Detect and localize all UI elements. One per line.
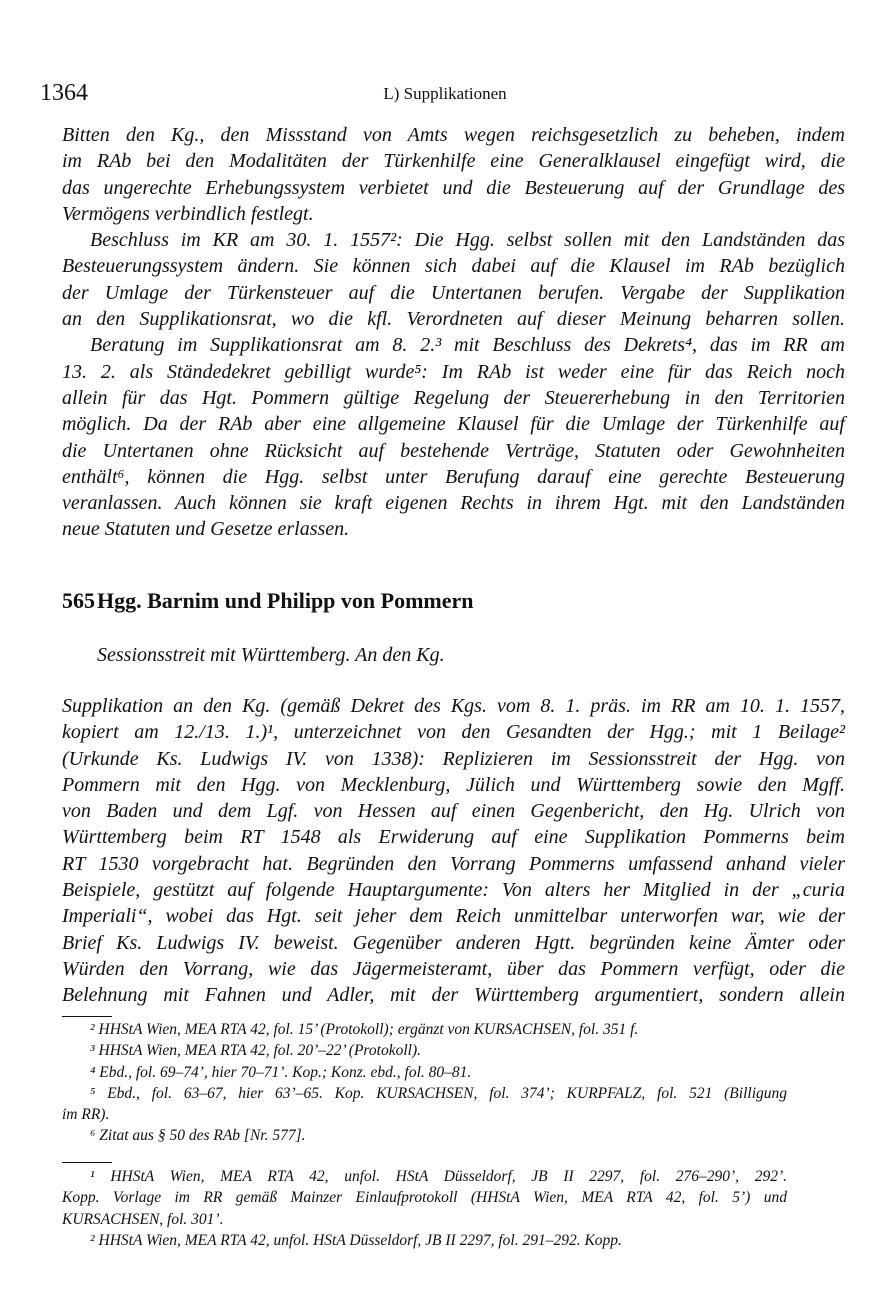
- text-line: Belehnung mit Fahnen und Adler, mit der Württemberg argumentiert, sondern allein: [62, 984, 845, 1007]
- text-line: allein für das Hgt. Pommern gültige Regelung der Steuererhebung in den Territorien: [62, 386, 845, 409]
- text-line: kopiert am 12./13. 1.)¹, unterzeichnet von den Gesandten der Hgg.; mit 1 Beilage²: [62, 721, 845, 744]
- text-line: ³ HHStA Wien, MEA RTA 42, fol. 20’–22’ (Protokoll).: [90, 1042, 421, 1060]
- paragraph: [62, 332, 845, 542]
- document-title: Hgg. Barnim und Philipp von Pommern: [97, 588, 474, 613]
- text-line: Supplikation an den Kg. (gemäß Dekret des Kgs. vom 8. 1. präs. im RR am 10. 1. 1557,: [62, 695, 845, 717]
- footnote-rule: [62, 1162, 112, 1163]
- paragraph: [62, 227, 845, 332]
- footnotes-document: [62, 1166, 787, 1251]
- text-line: Beispiele, gestützt auf folgende Hauptargumente: Von alters her Mitglied in der „curia: [62, 879, 845, 902]
- document-subtitle: Sessionsstreit mit Württemberg. An den Kg.: [97, 644, 445, 666]
- text-line: ¹ HHStA Wien, MEA RTA 42, unfol. HStA Düsseldorf, JB II 2297, fol. 276–290’, 292’.: [90, 1168, 787, 1185]
- paragraph: [62, 122, 845, 227]
- text-line: ⁴ Ebd., fol. 69–74’, hier 70–71’. Kop.; Konz. ebd., fol. 80–81.: [90, 1063, 472, 1081]
- footnote: [62, 1166, 787, 1230]
- text-line: RT 1530 vorgebracht hat. Begründen den Vorrang Pommerns umfassend anhand vieler: [62, 852, 845, 875]
- text-line: im RR).: [62, 1106, 110, 1124]
- text-line: an den Supplikationsrat, wo die kfl. Verordneten auf dieser Meinung beharren sollen.: [62, 308, 845, 331]
- document-heading: [62, 588, 474, 614]
- footnote: [62, 1230, 787, 1251]
- footnote: [62, 1125, 787, 1146]
- summary-text: [62, 122, 845, 543]
- page-number: 1364: [40, 80, 88, 106]
- text-line: Kopp. Vorlage im RR gemäß Mainzer Einlaufprotokoll (HHStA Wien, MEA RTA 42, fol. 5’) und: [62, 1189, 787, 1207]
- footnotes-previous: [62, 1019, 787, 1147]
- document-number: 565: [62, 588, 95, 613]
- footnote: [62, 1019, 787, 1040]
- text-line: die Untertanen ohne Rücksicht auf bestehende Verträge, Statuten oder Gewohnheiten: [62, 439, 845, 462]
- text-line: Bitten den Kg., den Missstand von Amts wegen reichsgesetzlich zu beheben, indem: [62, 124, 845, 146]
- footnote: [62, 1040, 787, 1061]
- footnote: [62, 1083, 787, 1126]
- running-head: L) Supplikationen: [383, 84, 507, 103]
- text-line: Pommern mit den Hgg. von Mecklenburg, Jülich und Württemberg sowie den Mgff.: [62, 773, 845, 796]
- text-line: Brief Ks. Ludwigs IV. beweist. Gegenüber anderen Hgtt. begründen keine Ämter oder: [62, 931, 845, 954]
- text-line: im RAb bei den Modalitäten der Türkenhilfe eine Generalklausel eingefügt wird, die: [62, 150, 845, 173]
- text-line: Würden den Vorrang, wie das Jägermeisteramt, über das Pommern verfügt, oder die: [62, 957, 845, 980]
- regest-text: [62, 693, 845, 1009]
- text-line: (Urkunde Ks. Ludwigs IV. von 1338): Replizieren im Sessionsstreit der Hgg. von: [62, 747, 845, 770]
- paragraph: [62, 693, 845, 1009]
- text-line: veranlassen. Auch können sie kraft eigenen Rechts in ihrem Hgt. mit den Landständen: [62, 492, 845, 515]
- text-line: ⁵ Ebd., fol. 63–67, hier 63’–65. Kop. KURSACHSEN, fol. 374’; KURPFALZ, fol. 521 (Billigung: [90, 1084, 787, 1102]
- text-line: KURSACHSEN, fol. 301’.: [62, 1210, 224, 1228]
- text-line: ² HHStA Wien, MEA RTA 42, fol. 15’ (Protokoll); ergänzt von KURSACHSEN, fol. 351 f.: [90, 1021, 639, 1038]
- text-line: enthält⁶, können die Hgg. selbst unter Berufung darauf eine gerechte Besteuerung: [62, 465, 845, 488]
- text-line: Vermögens verbindlich festlegt.: [62, 202, 314, 225]
- text-line: der Umlage der Türkensteuer auf die Untertanen berufen. Vergabe der Supplikation: [62, 281, 845, 304]
- footnote: [62, 1062, 787, 1083]
- text-line: Imperiali“, wobei das Hgt. seit jeher dem Reich unmittelbar unterworfen war, wie der: [62, 905, 845, 928]
- text-line: Beratung im Supplikationsrat am 8. 2.³ mit Beschluss des Dekrets⁴, das im RR am: [90, 334, 845, 357]
- text-line: Besteuerungssystem ändern. Sie können sich dabei auf die Klausel im RAb bezüglich: [62, 255, 845, 278]
- text-line: 13. 2. als Ständedekret gebilligt wurde⁵: Im RAb ist weder eine für das Reich noch: [62, 360, 845, 383]
- text-line: neue Statuten und Gesetze erlassen.: [62, 518, 350, 541]
- text-line: das ungerechte Erhebungssystem verbietet und die Besteuerung auf der Grundlage des: [62, 176, 845, 199]
- text-line: von Baden und dem Lgf. von Hessen auf einen Gegenbericht, den Hg. Ulrich von: [62, 800, 845, 823]
- text-line: Beschluss im KR am 30. 1. 1557²: Die Hgg. selbst sollen mit den Landständen das: [90, 229, 845, 252]
- text-line: ² HHStA Wien, MEA RTA 42, unfol. HStA Düsseldorf, JB II 2297, fol. 291–292. Kopp.: [90, 1231, 622, 1249]
- text-line: Württemberg beim RT 1548 als Erwiderung auf eine Supplikation Pommerns beim: [62, 826, 845, 849]
- text-line: möglich. Da der RAb aber eine allgemeine Klausel für die Umlage der Türkenhilfe auf: [62, 413, 845, 436]
- text-line: ⁶ Zitat aus § 50 des RAb [Nr. 577].: [90, 1127, 306, 1145]
- footnote-rule: [62, 1016, 112, 1017]
